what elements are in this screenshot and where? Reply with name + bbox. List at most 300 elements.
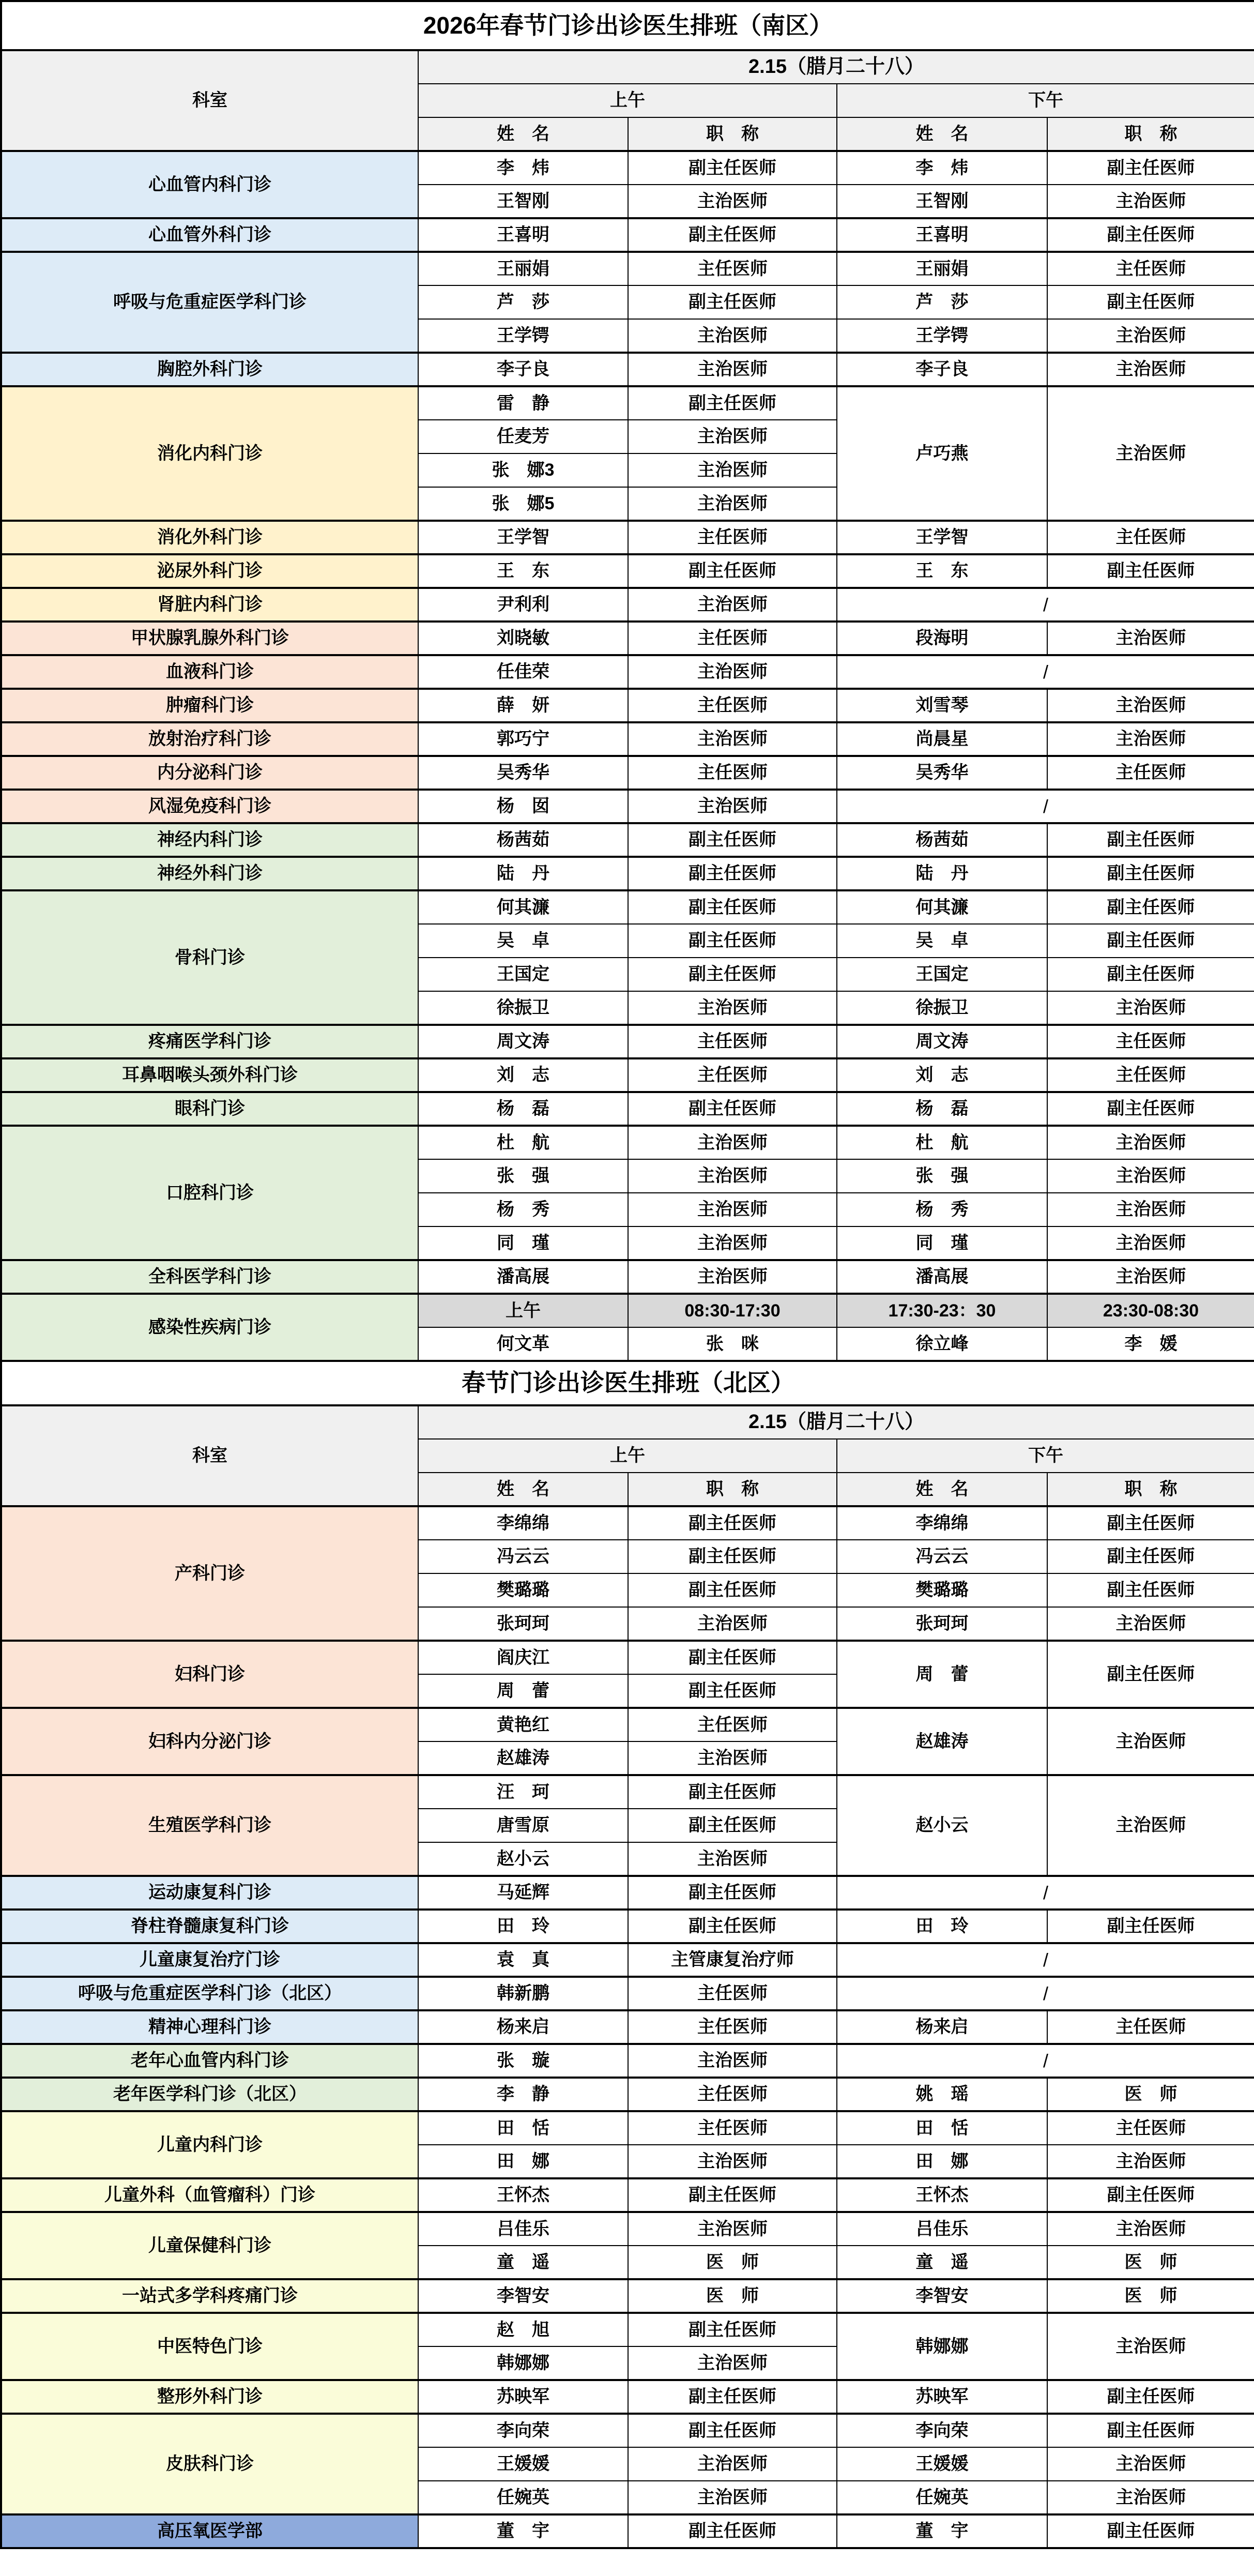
- doctor-name-cell: 张 娜3: [418, 453, 628, 487]
- doctor-title-cell: 主治医师: [1047, 1193, 1254, 1226]
- table-row: [1, 1506, 1254, 1540]
- doctor-name-cell: 王智刚: [837, 185, 1047, 218]
- doctor-name-cell: 杨来启: [418, 2010, 628, 2044]
- doctor-name-cell: 郭巧宁: [418, 722, 628, 756]
- doctor-title-cell: 主治医师: [1047, 991, 1254, 1025]
- section-title: 2026年春节门诊出诊医生排班（南区）: [1, 1, 1254, 50]
- doctor-title-cell: 主任医师: [1047, 756, 1254, 790]
- name-column-header: 姓 名: [418, 117, 628, 151]
- doctor-title-cell: 副主任医师: [628, 2178, 837, 2212]
- doctor-title-cell: 主任医师: [628, 1708, 837, 1741]
- shift-time-cell: 23:30-08:30: [1047, 1294, 1254, 1327]
- doctor-title-cell: 主任医师: [1047, 1025, 1254, 1058]
- doctor-name-cell: 王学锷: [837, 319, 1047, 353]
- doctor-title-cell: 主治医师: [628, 453, 837, 487]
- department-cell: 精神心理科门诊: [1, 2010, 418, 2044]
- doctor-title-cell: 主治医师: [1047, 386, 1254, 521]
- no-schedule-cell: /: [837, 655, 1254, 689]
- doctor-title-cell: 主治医师: [1047, 1226, 1254, 1260]
- doctor-title-cell: 主任医师: [628, 622, 837, 655]
- doctor-name-cell: 吴秀华: [418, 756, 628, 790]
- doctor-title-cell: 主治医师: [628, 1741, 837, 1775]
- doctor-name-cell: 李子良: [837, 353, 1047, 386]
- doctor-title-cell: 副主任医师: [628, 890, 837, 924]
- title-column-header: 职 称: [1047, 117, 1254, 151]
- doctor-name-cell: 王怀杰: [837, 2178, 1047, 2212]
- doctor-title-cell: 副主任医师: [1047, 151, 1254, 185]
- table-row: [1, 218, 1254, 252]
- doctor-title-cell: 主任医师: [628, 2111, 837, 2145]
- doctor-name-cell: 田 娜: [837, 2145, 1047, 2178]
- doctor-title-cell: 主任医师: [628, 2078, 837, 2111]
- department-cell: 儿童保健科门诊: [1, 2212, 418, 2279]
- doctor-title-cell: 副主任医师: [1047, 2178, 1254, 2212]
- doctor-name-cell: 杨 囡: [418, 790, 628, 823]
- department-cell: 口腔科门诊: [1, 1126, 418, 1260]
- doctor-name-cell: 张珂珂: [837, 1607, 1047, 1641]
- department-cell: 儿童内科门诊: [1, 2111, 418, 2178]
- doctor-title-cell: 主治医师: [1047, 1607, 1254, 1641]
- doctor-name-cell: 杨 磊: [418, 1092, 628, 1126]
- doctor-title-cell: 副主任医师: [1047, 285, 1254, 319]
- table-row: [1, 2414, 1254, 2447]
- doctor-name-cell: 冯云云: [418, 1540, 628, 1573]
- doctor-name-cell: 杜 航: [418, 1126, 628, 1159]
- doctor-name-cell: 田 玲: [418, 1910, 628, 1943]
- doctor-name-cell: 陆 丹: [418, 857, 628, 890]
- doctor-title-cell: 主治医师: [628, 790, 837, 823]
- doctor-name-cell: 薛 妍: [418, 689, 628, 722]
- doctor-title-cell: 副主任医师: [1047, 890, 1254, 924]
- doctor-name-cell: 韩新鹏: [418, 1977, 628, 2010]
- doctor-title-cell: 副主任医师: [628, 958, 837, 991]
- doctor-title-cell: 副主任医师: [628, 1506, 837, 1540]
- doctor-title-cell: 副主任医师: [628, 218, 837, 252]
- doctor-name-cell: 徐振卫: [837, 991, 1047, 1025]
- doctor-name-cell: 王 东: [837, 554, 1047, 588]
- department-cell: 整形外科门诊: [1, 2380, 418, 2414]
- doctor-name-cell: 童 遥: [837, 2246, 1047, 2279]
- doctor-title-cell: 医 师: [1047, 2246, 1254, 2279]
- doctor-title-cell: 主治医师: [628, 420, 837, 453]
- doctor-name-cell: 吴 卓: [418, 924, 628, 958]
- department-cell: 甲状腺乳腺外科门诊: [1, 622, 418, 655]
- department-cell: 神经外科门诊: [1, 857, 418, 890]
- doctor-title-cell: 副主任医师: [628, 2514, 837, 2548]
- table-row: [1, 1405, 1254, 1439]
- doctor-name-cell: 王媛媛: [418, 2447, 628, 2481]
- doctor-name-cell: 阎庆江: [418, 1641, 628, 1674]
- shift-time-cell: 17:30-23：30: [837, 1294, 1047, 1327]
- doctor-name-cell: 王丽娟: [418, 252, 628, 285]
- shift-time-cell: 08:30-17:30: [628, 1294, 837, 1327]
- doctor-title-cell: 主治医师: [628, 1226, 837, 1260]
- doctor-title-cell: 主治医师: [1047, 319, 1254, 353]
- doctor-name-cell: 李向荣: [418, 2414, 628, 2447]
- department-cell: 脊柱脊髓康复科门诊: [1, 1910, 418, 1943]
- doctor-title-cell: 主治医师: [1047, 2313, 1254, 2380]
- doctor-title-cell: 主治医师: [1047, 2481, 1254, 2514]
- table-row: [1, 1126, 1254, 1159]
- doctor-name-cell: 李智安: [418, 2279, 628, 2313]
- doctor-title-cell: 副主任医师: [1047, 2514, 1254, 2548]
- table-row: [1, 2313, 1254, 2346]
- department-cell: 肾脏内科门诊: [1, 588, 418, 622]
- doctor-title-cell: 副主任医师: [1047, 857, 1254, 890]
- table-row: [1, 1294, 1254, 1327]
- department-cell: 肿瘤科门诊: [1, 689, 418, 722]
- doctor-title-cell: 副主任医师: [1047, 823, 1254, 857]
- no-schedule-cell: /: [837, 790, 1254, 823]
- doctor-name-cell: 徐立峰: [837, 1327, 1047, 1361]
- doctor-name-cell: 王 东: [418, 554, 628, 588]
- doctor-title-cell: 主任医师: [1047, 521, 1254, 554]
- morning-header: 上午: [418, 84, 837, 117]
- table-row: [1, 622, 1254, 655]
- doctor-title-cell: 主治医师: [1047, 185, 1254, 218]
- doctor-name-cell: 王怀杰: [418, 2178, 628, 2212]
- table-row: [1, 756, 1254, 790]
- doctor-title-cell: 主任医师: [628, 521, 837, 554]
- doctor-name-cell: 张 咪: [628, 1327, 837, 1361]
- table-row: [1, 823, 1254, 857]
- no-schedule-cell: /: [837, 588, 1254, 622]
- department-cell: 全科医学科门诊: [1, 1260, 418, 1294]
- doctor-title-cell: 副主任医师: [1047, 1506, 1254, 1540]
- doctor-title-cell: 主治医师: [628, 2346, 837, 2380]
- department-cell: 胸腔外科门诊: [1, 353, 418, 386]
- doctor-name-cell: 芦 莎: [418, 285, 628, 319]
- doctor-name-cell: 潘高展: [418, 1260, 628, 1294]
- doctor-name-cell: 吕佳乐: [837, 2212, 1047, 2246]
- doctor-title-cell: 副主任医师: [1047, 1641, 1254, 1708]
- table-row: [1, 890, 1254, 924]
- department-cell: 运动康复科门诊: [1, 1876, 418, 1910]
- doctor-title-cell: 主治医师: [628, 2447, 837, 2481]
- doctor-title-cell: 副主任医师: [628, 1809, 837, 1842]
- doctor-name-cell: 童 遥: [418, 2246, 628, 2279]
- table-row: [1, 386, 1254, 420]
- department-cell: 心血管外科门诊: [1, 218, 418, 252]
- doctor-name-cell: 田 娜: [418, 2145, 628, 2178]
- doctor-title-cell: 主任医师: [628, 1058, 837, 1092]
- doctor-title-cell: 主任医师: [628, 252, 837, 285]
- doctor-title-cell: 主治医师: [1047, 622, 1254, 655]
- name-column-header: 姓 名: [837, 1473, 1047, 1506]
- doctor-name-cell: 杨 磊: [837, 1092, 1047, 1126]
- doctor-title-cell: 主治医师: [628, 353, 837, 386]
- doctor-name-cell: 卢巧燕: [837, 386, 1047, 521]
- doctor-name-cell: 周 蕾: [837, 1641, 1047, 1708]
- doctor-title-cell: 副主任医师: [628, 1876, 837, 1910]
- date-header: 2.15（腊月二十八）: [418, 1405, 1254, 1439]
- department-cell: 中医特色门诊: [1, 2313, 418, 2380]
- doctor-name-cell: 任婉英: [837, 2481, 1047, 2514]
- doctor-name-cell: 吴秀华: [837, 756, 1047, 790]
- doctor-name-cell: 杨茜茹: [837, 823, 1047, 857]
- department-cell: 风湿免疫科门诊: [1, 790, 418, 823]
- doctor-title-cell: 主治医师: [628, 1260, 837, 1294]
- doctor-name-cell: 张珂珂: [418, 1607, 628, 1641]
- afternoon-header: 下午: [837, 84, 1254, 117]
- doctor-title-cell: 主治医师: [1047, 689, 1254, 722]
- table-row: [1, 655, 1254, 689]
- doctor-title-cell: 副主任医师: [628, 1775, 837, 1809]
- department-header: 科室: [1, 1405, 418, 1506]
- doctor-name-cell: 王媛媛: [837, 2447, 1047, 2481]
- doctor-title-cell: 主治医师: [628, 1159, 837, 1193]
- doctor-title-cell: 副主任医师: [1047, 1092, 1254, 1126]
- department-cell: 疼痛医学科门诊: [1, 1025, 418, 1058]
- doctor-name-cell: 潘高展: [837, 1260, 1047, 1294]
- doctor-name-cell: 樊璐璐: [418, 1573, 628, 1607]
- title-column-header: 职 称: [1047, 1473, 1254, 1506]
- table-row: [1, 1092, 1254, 1126]
- department-cell: 骨科门诊: [1, 890, 418, 1025]
- doctor-title-cell: 副主任医师: [628, 1540, 837, 1573]
- table-row: [1, 1943, 1254, 1977]
- table-row: [1, 2111, 1254, 2145]
- doctor-name-cell: 尹利利: [418, 588, 628, 622]
- table-row: [1, 588, 1254, 622]
- doctor-name-cell: 赵 旭: [418, 2313, 628, 2346]
- doctor-title-cell: 副主任医师: [628, 285, 837, 319]
- table-row: [1, 790, 1254, 823]
- table-row: [1, 554, 1254, 588]
- doctor-name-cell: 尚晨星: [837, 722, 1047, 756]
- doctor-title-cell: 主治医师: [628, 722, 837, 756]
- doctor-title-cell: 副主任医师: [628, 1910, 837, 1943]
- doctor-title-cell: 主任医师: [628, 1025, 837, 1058]
- doctor-name-cell: 李 炜: [418, 151, 628, 185]
- doctor-name-cell: 李向荣: [837, 2414, 1047, 2447]
- department-cell: 神经内科门诊: [1, 823, 418, 857]
- doctor-title-cell: 副主任医师: [1047, 1910, 1254, 1943]
- table-row: [1, 50, 1254, 84]
- department-cell: 呼吸与危重症医学科门诊（北区）: [1, 1977, 418, 2010]
- doctor-name-cell: 田 恬: [418, 2111, 628, 2145]
- doctor-name-cell: 刘雪琴: [837, 689, 1047, 722]
- doctor-name-cell: 周 蕾: [418, 1674, 628, 1708]
- doctor-name-cell: 任佳荣: [418, 655, 628, 689]
- doctor-name-cell: 杜 航: [837, 1126, 1047, 1159]
- doctor-title-cell: 主任医师: [628, 1977, 837, 2010]
- doctor-title-cell: 主任医师: [628, 756, 837, 790]
- doctor-title-cell: 主治医师: [1047, 1126, 1254, 1159]
- table-row: [1, 521, 1254, 554]
- shift-label-cell: 上午: [418, 1294, 628, 1327]
- doctor-title-cell: 副主任医师: [1047, 218, 1254, 252]
- doctor-title-cell: 主任医师: [1047, 2111, 1254, 2145]
- doctor-name-cell: 雷 静: [418, 386, 628, 420]
- doctor-name-cell: 王学智: [837, 521, 1047, 554]
- doctor-name-cell: 杨 秀: [837, 1193, 1047, 1226]
- doctor-name-cell: 周文涛: [418, 1025, 628, 1058]
- doctor-name-cell: 段海明: [837, 622, 1047, 655]
- doctor-title-cell: 副主任医师: [628, 554, 837, 588]
- doctor-name-cell: 刘 志: [837, 1058, 1047, 1092]
- doctor-name-cell: 赵雄涛: [418, 1741, 628, 1775]
- doctor-name-cell: 苏映军: [418, 2380, 628, 2414]
- doctor-title-cell: 副主任医师: [628, 1674, 837, 1708]
- doctor-name-cell: 冯云云: [837, 1540, 1047, 1573]
- doctor-name-cell: 苏映军: [837, 2380, 1047, 2414]
- doctor-title-cell: 副主任医师: [628, 2313, 837, 2346]
- table-row: [1, 1025, 1254, 1058]
- doctor-name-cell: 王学锷: [418, 319, 628, 353]
- table-row: [1, 1708, 1254, 1741]
- doctor-name-cell: 汪 珂: [418, 1775, 628, 1809]
- doctor-name-cell: 唐雪原: [418, 1809, 628, 1842]
- name-column-header: 姓 名: [418, 1473, 628, 1506]
- doctor-name-cell: 何文革: [418, 1327, 628, 1361]
- department-cell: 产科门诊: [1, 1506, 418, 1641]
- doctor-name-cell: 马延辉: [418, 1876, 628, 1910]
- table-row: [1, 1058, 1254, 1092]
- doctor-title-cell: 副主任医师: [1047, 554, 1254, 588]
- doctor-title-cell: 主治医师: [628, 655, 837, 689]
- doctor-name-cell: 李绵绵: [418, 1506, 628, 1540]
- table-row: [1, 1361, 1254, 1405]
- doctor-name-cell: 姚 瑶: [837, 2078, 1047, 2111]
- doctor-title-cell: 主治医师: [628, 185, 837, 218]
- doctor-name-cell: 李 静: [418, 2078, 628, 2111]
- table-row: [1, 857, 1254, 890]
- doctor-name-cell: 黄艳红: [418, 1708, 628, 1741]
- doctor-name-cell: 李绵绵: [837, 1506, 1047, 1540]
- doctor-title-cell: 副主任医师: [628, 823, 837, 857]
- section-title: 春节门诊出诊医生排班（北区）: [1, 1361, 1254, 1405]
- doctor-title-cell: 主治医师: [1047, 1159, 1254, 1193]
- doctor-title-cell: 副主任医师: [628, 857, 837, 890]
- no-schedule-cell: /: [837, 2044, 1254, 2078]
- doctor-name-cell: 杨茜茹: [418, 823, 628, 857]
- doctor-name-cell: 吴 卓: [837, 924, 1047, 958]
- doctor-name-cell: 袁 真: [418, 1943, 628, 1977]
- doctor-title-cell: 副主任医师: [628, 1092, 837, 1126]
- doctor-title-cell: 副主任医师: [628, 2380, 837, 2414]
- doctor-name-cell: 张 强: [837, 1159, 1047, 1193]
- doctor-name-cell: 董 宇: [418, 2514, 628, 2548]
- department-cell: 老年心血管内科门诊: [1, 2044, 418, 2078]
- doctor-title-cell: 主任医师: [1047, 1058, 1254, 1092]
- doctor-name-cell: 徐振卫: [418, 991, 628, 1025]
- department-cell: 妇科门诊: [1, 1641, 418, 1708]
- department-cell: 儿童康复治疗门诊: [1, 1943, 418, 1977]
- doctor-name-cell: 周文涛: [837, 1025, 1047, 1058]
- doctor-name-cell: 赵小云: [418, 1842, 628, 1876]
- doctor-title-cell: 医 师: [628, 2279, 837, 2313]
- doctor-title-cell: 主治医师: [1047, 2212, 1254, 2246]
- doctor-name-cell: 何其濂: [837, 890, 1047, 924]
- department-cell: 儿童外科（血管瘤科）门诊: [1, 2178, 418, 2212]
- date-header: 2.15（腊月二十八）: [418, 50, 1254, 84]
- doctor-title-cell: 副主任医师: [628, 1641, 837, 1674]
- doctor-name-cell: 李 媛: [1047, 1327, 1254, 1361]
- doctor-title-cell: 主治医师: [1047, 722, 1254, 756]
- doctor-name-cell: 王国定: [837, 958, 1047, 991]
- doctor-name-cell: 王丽娟: [837, 252, 1047, 285]
- doctor-name-cell: 王学智: [418, 521, 628, 554]
- table-row: [1, 2279, 1254, 2313]
- doctor-title-cell: 主任医师: [628, 2010, 837, 2044]
- doctor-name-cell: 樊璐璐: [837, 1573, 1047, 1607]
- table-row: [1, 2178, 1254, 2212]
- doctor-name-cell: 同 瑾: [418, 1226, 628, 1260]
- doctor-title-cell: 主治医师: [1047, 1260, 1254, 1294]
- department-cell: 泌尿外科门诊: [1, 554, 418, 588]
- doctor-name-cell: 何其濂: [418, 890, 628, 924]
- doctor-name-cell: 韩娜娜: [837, 2313, 1047, 2380]
- doctor-name-cell: 张 强: [418, 1159, 628, 1193]
- doctor-name-cell: 王智刚: [418, 185, 628, 218]
- doctor-name-cell: 王喜明: [418, 218, 628, 252]
- table-row: [1, 2380, 1254, 2414]
- doctor-title-cell: 主治医师: [628, 487, 837, 521]
- morning-header: 上午: [418, 1439, 837, 1473]
- doctor-name-cell: 张 璇: [418, 2044, 628, 2078]
- doctor-name-cell: 任麦芳: [418, 420, 628, 453]
- table-row: [1, 252, 1254, 285]
- doctor-title-cell: 主管康复治疗师: [628, 1943, 837, 1977]
- table-row: [1, 1260, 1254, 1294]
- doctor-name-cell: 董 宇: [837, 2514, 1047, 2548]
- table-row: [1, 2212, 1254, 2246]
- department-cell: 内分泌科门诊: [1, 756, 418, 790]
- doctor-name-cell: 赵雄涛: [837, 1708, 1047, 1775]
- department-cell: 妇科内分泌门诊: [1, 1708, 418, 1775]
- table-row: [1, 2044, 1254, 2078]
- table-row: [1, 353, 1254, 386]
- table-row: [1, 2078, 1254, 2111]
- doctor-name-cell: 刘晓敏: [418, 622, 628, 655]
- doctor-name-cell: 韩娜娜: [418, 2346, 628, 2380]
- table-row: [1, 2514, 1254, 2548]
- doctor-title-cell: 副主任医师: [1047, 2414, 1254, 2447]
- doctor-title-cell: 副主任医师: [1047, 958, 1254, 991]
- doctor-title-cell: 副主任医师: [628, 1573, 837, 1607]
- department-cell: 感染性疾病门诊: [1, 1294, 418, 1361]
- doctor-name-cell: 王喜明: [837, 218, 1047, 252]
- department-cell: 心血管内科门诊: [1, 151, 418, 218]
- doctor-title-cell: 主治医师: [1047, 1708, 1254, 1775]
- doctor-title-cell: 主治医师: [628, 1193, 837, 1226]
- department-cell: 一站式多学科疼痛门诊: [1, 2279, 418, 2313]
- doctor-title-cell: 主治医师: [1047, 2447, 1254, 2481]
- doctor-name-cell: 吕佳乐: [418, 2212, 628, 2246]
- department-cell: 耳鼻咽喉头颈外科门诊: [1, 1058, 418, 1092]
- department-cell: 高压氧医学部: [1, 2514, 418, 2548]
- department-cell: 消化外科门诊: [1, 521, 418, 554]
- table-row: [1, 1910, 1254, 1943]
- doctor-title-cell: 主治医师: [628, 2044, 837, 2078]
- table-row: [1, 1876, 1254, 1910]
- doctor-name-cell: 李 炜: [837, 151, 1047, 185]
- doctor-title-cell: 主治医师: [628, 991, 837, 1025]
- table-row: [1, 1775, 1254, 1809]
- doctor-title-cell: 医 师: [1047, 2078, 1254, 2111]
- doctor-title-cell: 副主任医师: [628, 386, 837, 420]
- doctor-title-cell: 主治医师: [628, 2145, 837, 2178]
- doctor-title-cell: 主治医师: [628, 588, 837, 622]
- doctor-title-cell: 主治医师: [628, 2212, 837, 2246]
- title-column-header: 职 称: [628, 117, 837, 151]
- no-schedule-cell: /: [837, 1876, 1254, 1910]
- doctor-name-cell: 李子良: [418, 353, 628, 386]
- no-schedule-cell: /: [837, 1943, 1254, 1977]
- table-row: [1, 2010, 1254, 2044]
- table-row: [1, 1977, 1254, 2010]
